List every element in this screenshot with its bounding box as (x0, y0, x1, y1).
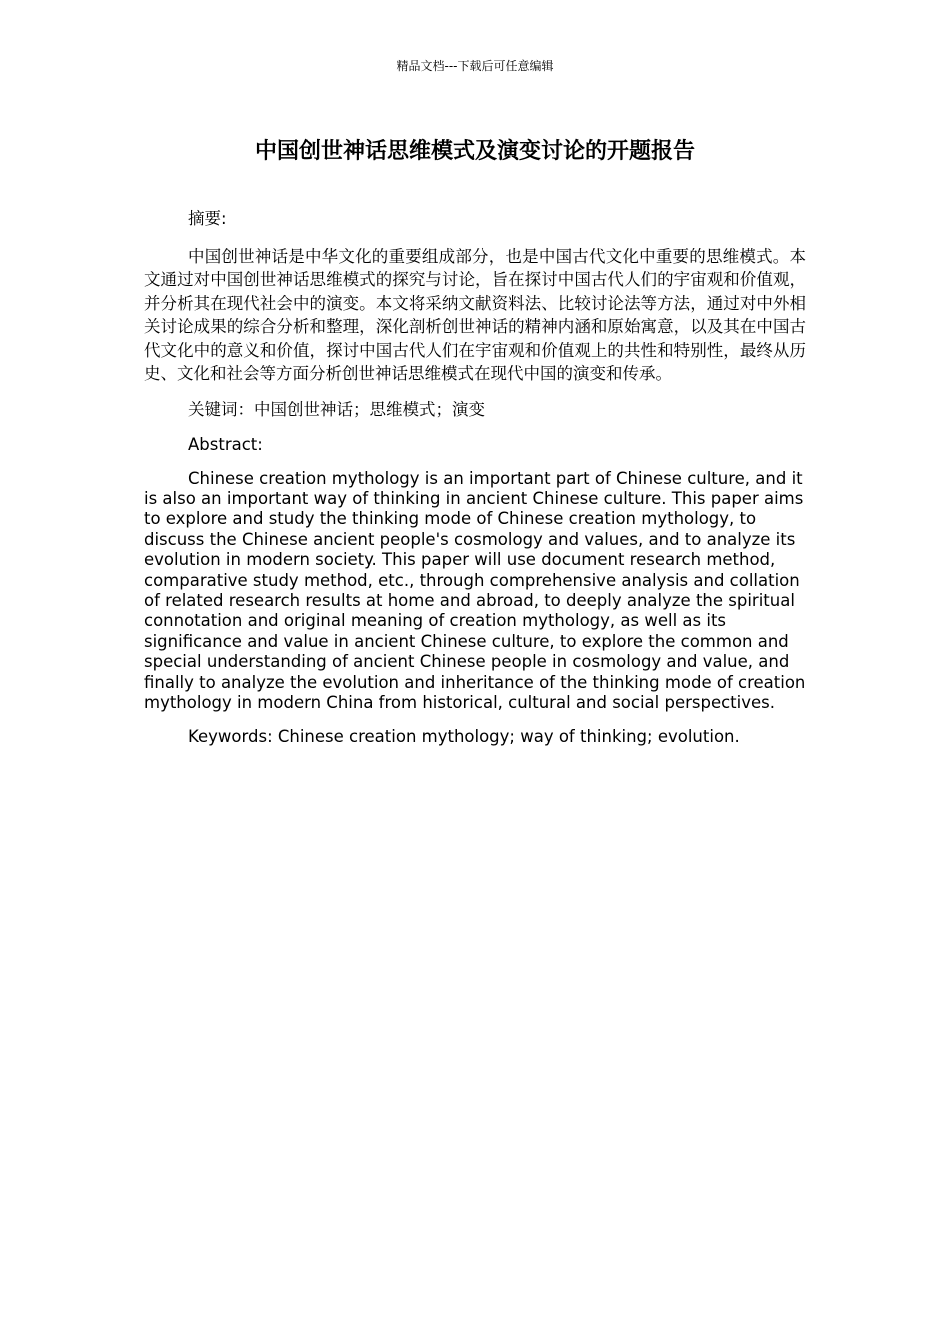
abstract-en-label: Abstract: (188, 435, 263, 454)
abstract-cn-paragraph: 中国创世神话是中华文化的重要组成部分，也是中国古代文化中重要的思维模式。本文通过对中国创世神话思维模式的探究与讨论，旨在探讨中国古代人们的宇宙观和价值观，并分析其在现代社会中的演变。本文将采纳文献资料法、比较讨论法等方法，通过对中外相关讨论成果的综合分析和整理，深化剖析创世神话的精神内涵和原始寓意，以及其在中国古代文化中的意义和价值，探讨中国古代人们在宇宙观和价值观上的共性和特别性，最终从历史、文化和社会等方面分析创世神话思维模式在现代中国的演变和传承。 (144, 246, 806, 383)
header-note: 精品文档---下载后可任意编辑 (396, 59, 554, 73)
keywords-cn: 关键词：中国创世神话；思维模式；演变 (188, 399, 485, 419)
document-body (144, 207, 806, 748)
page-title: 中国创世神话思维模式及演变讨论的开题报告 (254, 139, 695, 164)
keywords-en: Keywords: Chinese creation mythology; way of thinking; evolution. (188, 727, 740, 747)
abstract-cn-label: 摘要: (188, 209, 227, 228)
abstract-en-paragraph: Chinese creation mythology is an important part of Chinese culture, and it is also an important way of thinking in ancient Chinese culture. This paper aims to explore and study the thinking mode of Chinese creation mythology, to discuss the Chinese ancient people's cosmology and values, and to analyze its evolution in modern society. This paper will use document research method, comparative study method, etc., through comprehensive analysis and collation of related research results at home and abroad, to deeply analyze the spiritual connotation and original meaning of creation mythology, as well as its significance and value in ancient Chinese culture, to explore the common and special understanding of ancient Chinese people in cosmology and value, and finally to analyze the evolution and inheritance of the thinking mode of creation mythology in modern China from historical, cultural and social perspectives. (144, 468, 806, 712)
